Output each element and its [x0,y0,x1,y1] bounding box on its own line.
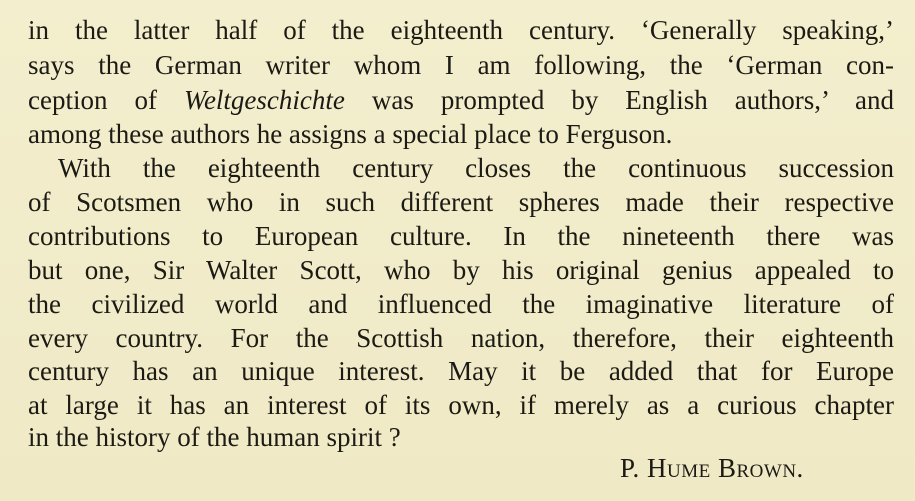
text-line-11: century has an unique interest. May it be added that for Europe [28,356,894,386]
text-line-3-part-1: ception of [28,85,184,115]
text-line-13: in the history of the human spirit ? [28,422,401,452]
text-line-7: contributions to European culture. In the nineteenth there was [28,221,894,251]
text-line-9: the civilized world and influenced the imaginative literature of [28,289,894,319]
text-line-10: every country. For the Scottish nation, therefore, their eighteenth [28,323,894,353]
author-signature: P. Hume Brown. [620,453,804,483]
text-line-5: With the eighteenth century closes the continuous succession [58,153,894,183]
text-line-6: of Scotsmen who in such different spheres made their respective [28,187,894,217]
text-line-1: in the latter half of the eighteenth century. ‘Generally speaking,’ [28,15,894,45]
text-line-8: but one, Sir Walter Scott, who by his original genius appealed to [28,255,894,285]
emphasized-term: Weltgeschichte [183,85,345,115]
text-line-3 [28,84,894,117]
text-line-3-part-3: was prompted by English authors,’ and [344,85,894,115]
text-line-12: at large it has an interest of its own, if merely as a curious chapter [28,390,894,420]
text-line-4: among these authors he assigns a special place to Ferguson. [28,119,673,149]
text-line-2: says the German writer whom I am following, the ‘German con- [28,50,894,80]
